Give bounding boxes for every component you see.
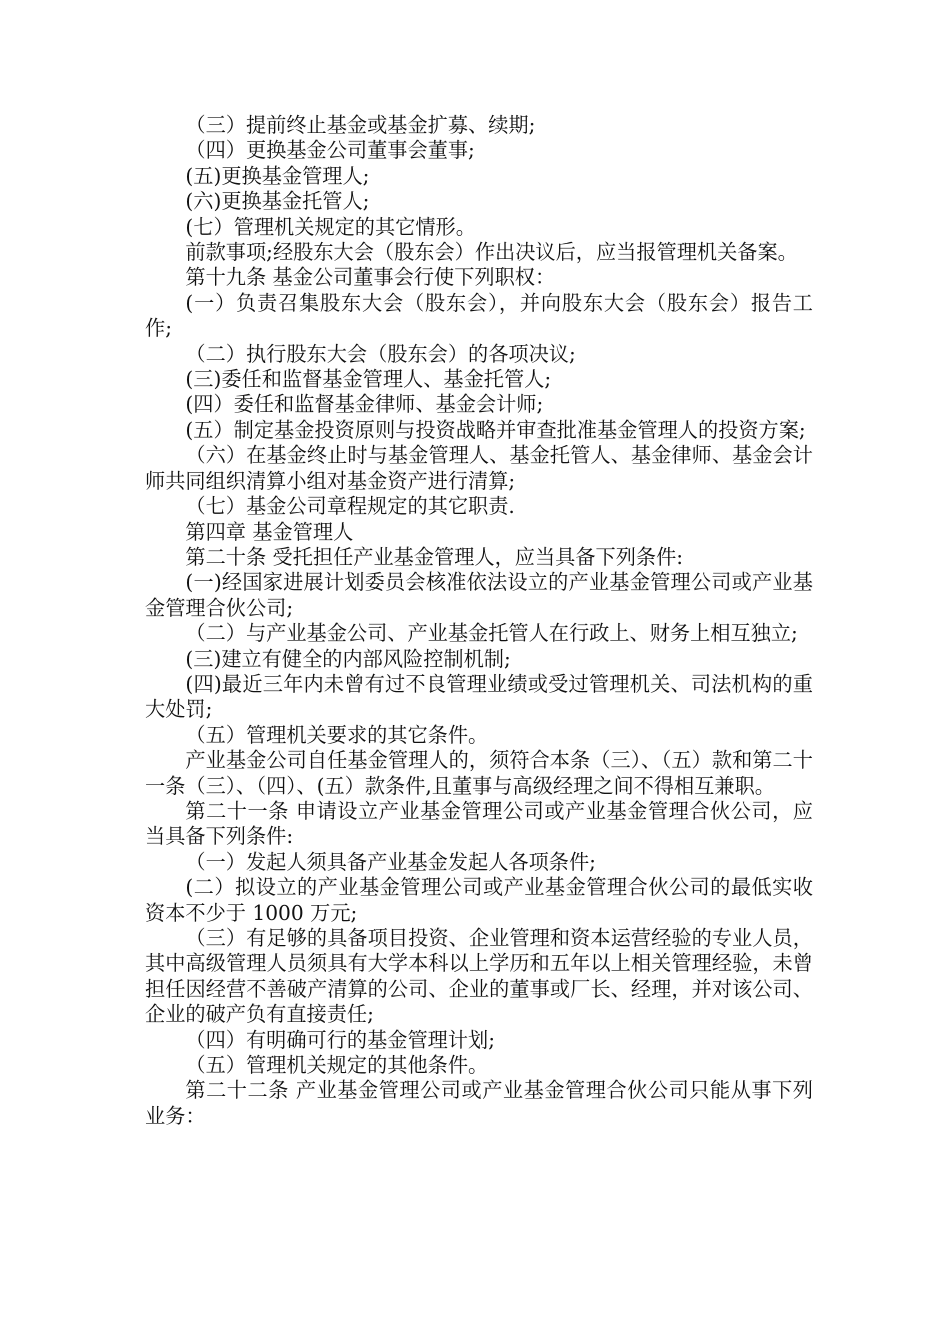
paragraph: (一）负责召集股东大会（股东会），并向股东大会（股东会）报告工作; (145, 290, 813, 341)
document-page (145, 113, 813, 1129)
paragraph: (三)委任和监督基金管理人、基金托管人; (185, 367, 552, 392)
paragraph: (二）拟设立的产业基金管理公司或产业基金管理合伙公司的最低实收资本不少于 1000 万元; (145, 875, 813, 925)
paragraph: （七）基金公司章程规定的其它职责. (185, 494, 515, 519)
paragraph: （二）与产业基金公司、产业基金托管人在行政上、财务上相互独立; (185, 621, 798, 646)
paragraph: 产业基金公司自任基金管理人的，须符合本条（三）、（五）款和第二十一条（三）、（四）、(五）款条件,且董事与高级经理之间不得相互兼职。 (145, 748, 813, 798)
paragraph: (六)更换基金托管人; (185, 189, 370, 214)
paragraph: （二）执行股东大会（股东会）的各项决议; (185, 341, 576, 366)
paragraph: (四）委任和监督基金律师、基金会计师; (185, 392, 544, 417)
paragraph: (五）制定基金投资原则与投资战略并审查批准基金管理人的投资方案; (185, 417, 806, 442)
paragraph: 前款事项;经股东大会（股东会）作出决议后，应当报管理机关备案。 (185, 240, 798, 265)
chapter-heading: 第四章 基金管理人 (185, 519, 354, 544)
paragraph: （五）管理机关规定的其他条件。 (185, 1053, 489, 1078)
paragraph: (七）管理机关规定的其它情形。 (185, 214, 476, 239)
paragraph: （三）提前终止基金或基金扩募、续期; (185, 113, 536, 137)
paragraph: （五）管理机关要求的其它条件。 (185, 722, 489, 747)
paragraph: （四）有明确可行的基金管理计划; (185, 1027, 496, 1052)
paragraph: （四）更换基金公司董事会董事; (185, 138, 475, 163)
article-heading: 第二十一条 申请设立产业基金管理公司或产业基金管理合伙公司，应当具备下列条件: (145, 798, 813, 849)
paragraph: （一）发起人须具备产业基金发起人各项条件; (185, 849, 596, 874)
paragraph: (一)经国家进展计划委员会核准依法设立的产业基金管理公司或产业基金管理合伙公司; (145, 570, 813, 620)
paragraph: (四)最近三年内未曾有过不良管理业绩或受过管理机关、司法机构的重大处罚; (145, 671, 813, 722)
article-heading: 第二十二条 产业基金管理公司或产业基金管理合伙公司只能从事下列业务： (145, 1078, 813, 1128)
article-heading: 第二十条 受托担任产业基金管理人，应当具备下列条件: (185, 544, 684, 569)
paragraph: （六）在基金终止时与基金管理人、基金托管人、基金律师、基金会计师共同组织清算小组对基金资产进行清算; (145, 443, 813, 493)
paragraph: （三）有足够的具备项目投资、企业管理和资本运营经验的专业人员，其中高级管理人员须具有大学本科以上学历和五年以上相关管理经验，未曾担任因经营不善破产清算的公司、企业的董事或厂长、经理，并对该公司、企业的破产负有直接责任; (145, 926, 813, 1027)
paragraph: (五)更换基金管理人; (185, 163, 370, 188)
paragraph: (三)建立有健全的内部风险控制机制; (185, 646, 511, 671)
article-heading: 第十九条 基金公司董事会行使下列职权： (185, 265, 556, 290)
